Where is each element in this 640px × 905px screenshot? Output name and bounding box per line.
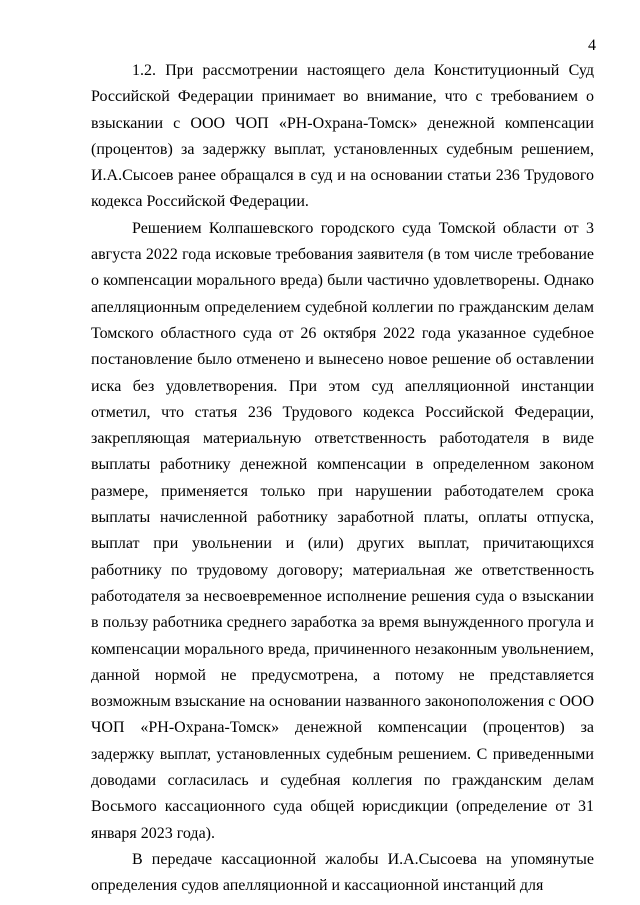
paragraph-cassation-refusal: В передаче кассационной жалобы И.А.Сысоева на упомянутые определения судов апелляционной и кассационной инстанций для [91, 850, 594, 895]
page-number: 4 [588, 37, 596, 54]
document-body [91, 58, 594, 900]
paragraph-court-decisions: Решением Колпашевского городского суда Томской области от 3 августа 2022 года исковые требования заявителя (в том числе требование о компенсации морального вреда) были частично удовлетворены. Однако апелляционным определением судебной коллегии по гражданским делам Томского областного суда от 26 октября 2022 года указанное судебное постановление было отменено и вынесено новое решение об оставлении иска без удовлетворения. При этом суд апелляционной инстанции отметил, что статья 236 Трудового кодекса Российской Федерации, закрепляющая материальную ответственность работодателя в виде выплаты работнику денежной компенсации в определенном законом размере, применяется только при нарушении работодателем срока выплаты начисленной работнику заработной платы, оплаты отпуска, выплат при увольнении и (или) других выплат, причитающихся работнику по трудовому договору; материальная же ответственность работодателя за несвоевременное исполнение решения суда о взыскании в пользу работника среднего заработка за время вынужденного прогула и компенсации морального вреда, причиненного незаконным увольнением, данной нормой не предусмотрена, а потому не представляется возможным взыскание на основании названного законоположения с ООО ЧОП «РН-Охрана-Томск» денежной компенсации (процентов) за задержку выплат, установленных судебным решением. С приведенными доводами согласилась и судебная коллегия по гражданским делам Восьмого кассационного суда общей юрисдикции (определение от 31 января 2023 года). [91, 219, 594, 842]
paragraph-1-2: 1.2. При рассмотрении настоящего дела Конституционный Суд Российской Федерации принимает во внимание, что с требованием о взыскании с ООО ЧОП «РН-Охрана-Томск» денежной компенсации (процентов) за задержку выплат, установленных судебным решением, И.А.Сысоев ранее обращался в суд и на основании статьи 236 Трудового кодекса Российской Федерации. [91, 62, 594, 211]
